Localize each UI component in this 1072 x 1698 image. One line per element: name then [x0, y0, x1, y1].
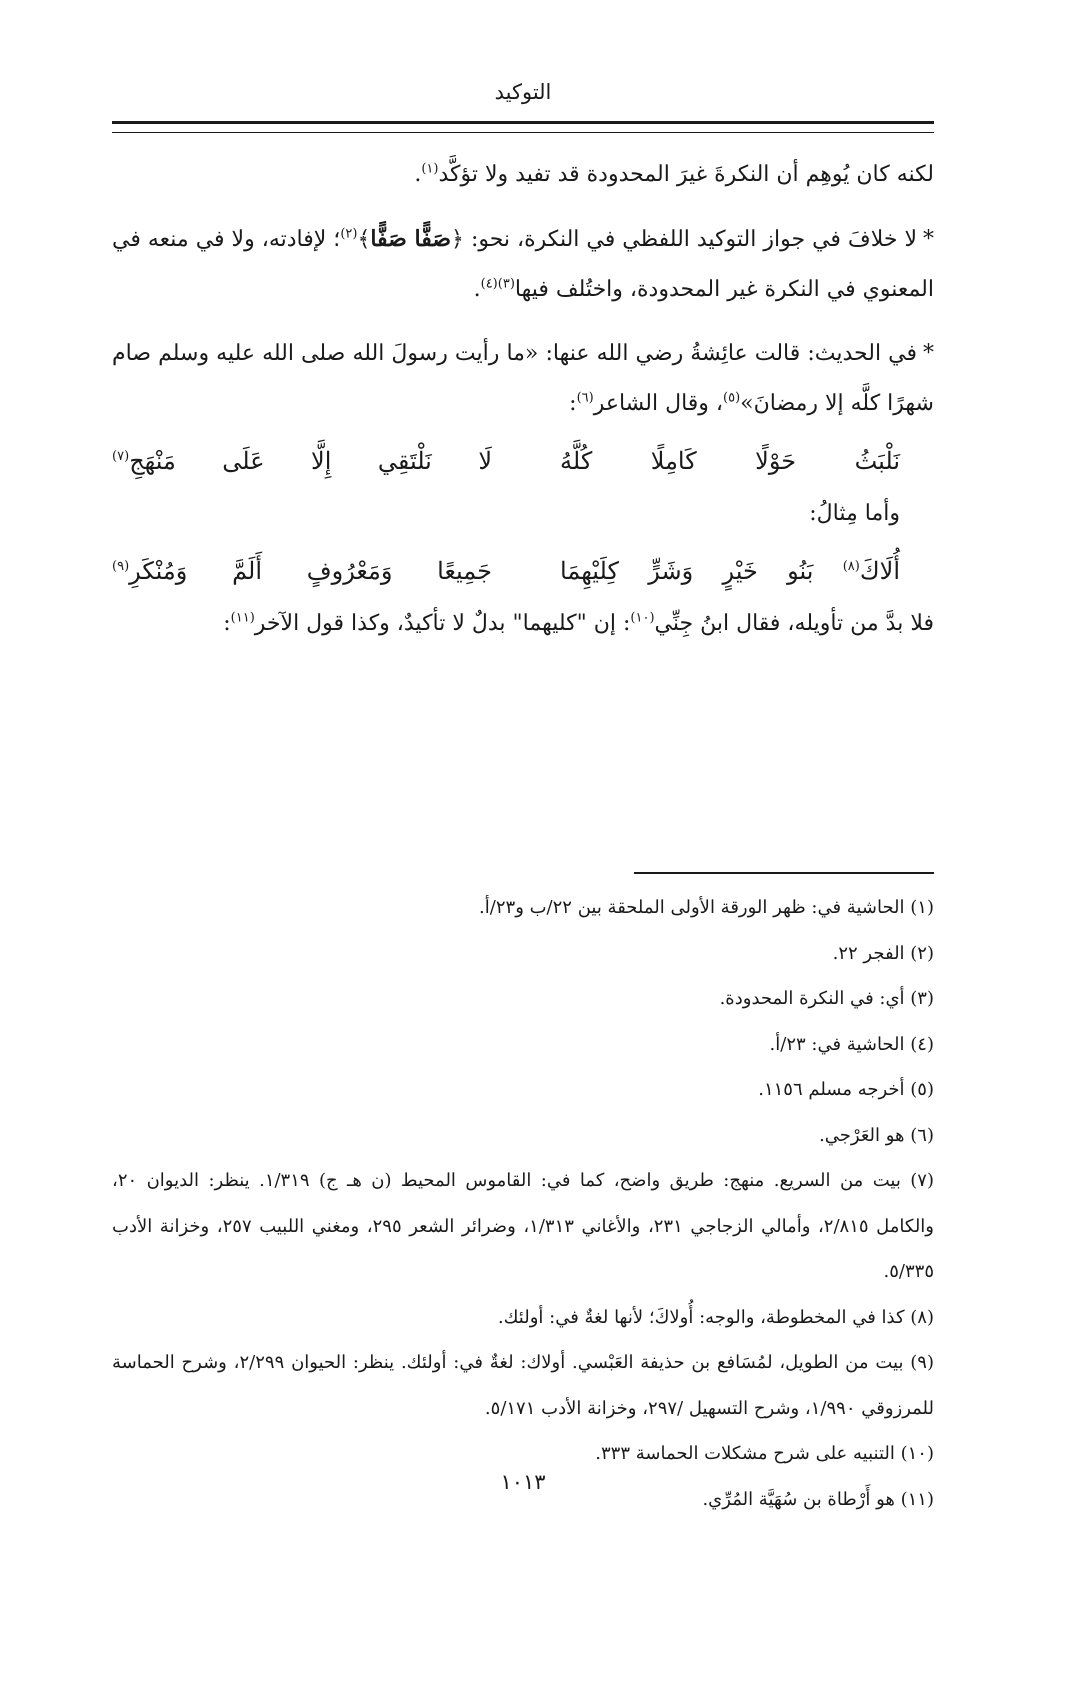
footnote-ref: (٢)	[340, 226, 358, 242]
footnote-11: (١١) هو أَرْطاة بن سُهَيَّة المُرِّي.	[702, 1488, 934, 1510]
footnote-ref: (٣)(٤)	[480, 276, 515, 292]
page-number: ١٠١٣	[500, 1470, 546, 1494]
verse-2-second-hemistich: جَمِيعًا وَمَعْرُوفٍ أَلَمَّ وَمُنْكَرِ$^{(٩)}$	[112, 557, 492, 585]
footnote-2: (٢) الفجر ٢٢.	[832, 942, 934, 964]
footnote-ref: (٨)	[842, 559, 860, 574]
footnote-ref: (٧)	[112, 449, 130, 464]
poetry-verse-1	[112, 433, 934, 489]
footnote-7: (٧) بيت من السريع. منهج: طريق واضح، كما في: القاموس المحيط (ن هـ ج) ١/٣١٩. ينظر: الديوان ٢٠، والكامل ٢/٨١٥، وأمالي الزجاجي ٢٣١، والأغاني ١/٣١٣، وضرائر الشعر ٢٩٥، ومغني اللبيب ٢٥٧، وخزانة الأدب ٥/٣٣٥.	[112, 1170, 934, 1282]
footnote-3: (٣) أي: في النكرة المحدودة.	[719, 988, 934, 1009]
footnote-9: (٩) بيت من الطويل، لمُسَافع بن حذيفة العَبْسي. أولاك: لغةٌ في: أولئك. ينظر: الحيوان ٢/٢٩٩، وشرح الحماسة للمرزوقي ١/٩٩٠، وشرح التسهيل /٢٩٧، وخزانة الأدب ٥/١٧١.	[112, 1352, 934, 1419]
paragraph-5: فلا بدَّ من تأويله، فقال ابنُ جِنِّي$^{(١٠)}$: إن "كليهما" بدلٌ لا تأكيدٌ، وكذا قول الآخر$^{(١١)}$:	[223, 610, 934, 636]
verse-1-second-hemistich: لَا نَلْتَقِي إِلَّا عَلَى مَنْهَجِ$^{(٧)}$	[112, 447, 492, 475]
header-rule-thin	[112, 132, 934, 133]
footnotes	[112, 885, 934, 1522]
footnote-ref: (١)	[421, 161, 439, 177]
footnote-6: (٦) هو العَرْجي.	[819, 1124, 934, 1146]
paragraph-1: لكنه كان يُوهِم أن النكرةَ غيرَ المحدودة قد تفيد ولا تؤكَّد$^{(١)}$.	[414, 161, 934, 187]
footnote-ref: (٦)	[576, 390, 594, 406]
footnote-4: (٤) الحاشية في: ٢٣/أ.	[769, 1033, 934, 1055]
quran-quote: صَفًّا صَفًّا	[370, 226, 452, 252]
header-rule-thick	[112, 121, 934, 124]
main-text	[112, 150, 934, 663]
footnote-separator	[634, 872, 934, 874]
paragraph-3: *في الحديث: قالت عائِشةُ رضي الله عنها: «ما رأيت رسولَ الله صلى الله عليه وسلم صام شهرًا كلَّه إلا رمضانَ»$^{(٥)}$، وقال الشاعر$^{(٦)}$:	[112, 341, 934, 416]
verse-1-first-hemistich: نَلْبَثُ حَوْلًا كَامِلًا كُلَّهُ	[560, 447, 900, 475]
footnote-5: (٥) أخرجه مسلم ١١٥٦.	[758, 1079, 934, 1100]
footnote-10: (١٠) التنبيه على شرح مشكلات الحماسة ٣٣٣.	[595, 1443, 934, 1464]
paragraph-4: وأما مِثالُ:	[809, 501, 900, 526]
footnote-8: (٨) كذا في المخطوطة، والوجه: أُولاكَ؛ لأنها لغةٌ في: أولئك.	[497, 1306, 934, 1328]
footnote-ref: (١٠)	[630, 610, 655, 626]
footnote-ref: (٩)	[112, 559, 130, 574]
footnote-ref: (٥)	[723, 390, 741, 406]
paragraph-2: *لا خلافَ في جواز التوكيد اللفظي في النكرة، نحو: ﴿صَفًّا صَفًّا﴾$^{(٢)}$؛ لإفادته، ولا في منعه في المعنوي في النكرة غير المحدودة، واختُلف فيها$^{(٣)(٤)}$.	[112, 226, 935, 302]
running-header: التوكيد	[494, 80, 552, 104]
footnote-1: (١) الحاشية في: ظهر الورقة الأولى الملحقة بين ٢٢/ب و٢٣/أ.	[479, 897, 934, 918]
poetry-verse-2	[112, 543, 934, 599]
verse-2-first-hemistich: أُلَاكَ$^{(٨)}$ بَنُو خَيْرٍ وَشَرٍّ كِلَيْهِمَا	[560, 557, 900, 585]
footnote-ref: (١١)	[230, 610, 255, 626]
document-page	[112, 0, 934, 1698]
